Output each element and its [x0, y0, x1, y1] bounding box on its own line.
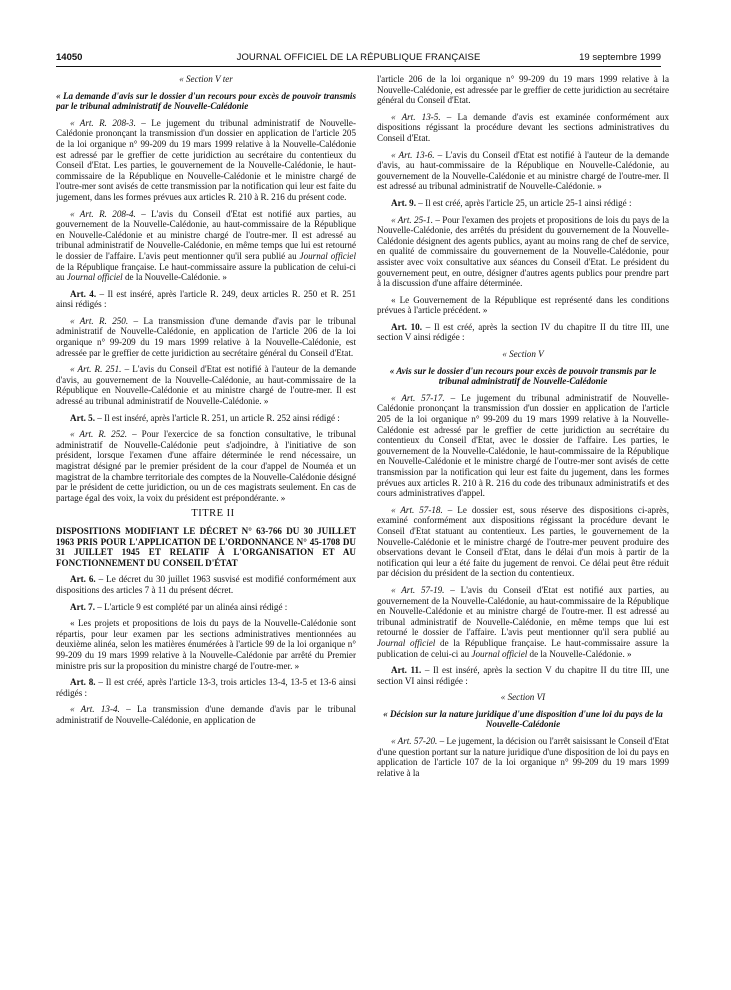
article-text: de la Nouvelle-Calédonie. »	[122, 272, 227, 283]
article-text: L'avis du Conseil d'Etat est notifié à l'auteur de la demande d'avis, au haut-commissaire de la République en Nouvelle-Calédonie, au gouvernement de la Nouvelle-Calédonie et au ministre chargé de l'outre-mer. Il est adressé au tribunal administratif de Nouvelle-Calédonie. »	[377, 149, 669, 192]
publication-date: 19 septembre 1999	[579, 52, 661, 63]
header-rule	[56, 66, 661, 67]
article-ref: « Art. 13-5. –	[391, 111, 452, 122]
article-text: Le jugement du tribunal administratif de Nouvelle-Calédonie prononçant la transmission d'un dossier en application de l'article 205 de la loi organique n° 99-209 du 19 mars 1999 relative à la Nouvelle-Calédonie est adressé par le greffier de cette juridiction au secrétaire du contentieux du Conseil d'Etat. Les parties, le gouvernement de la Nouvelle-Calédonie, le haut-commissaire de la République en Nouvelle-Calédonie et le ministre chargé de l'outre-mer sont avisés de cette transmission par la notification qui leur est faite du jugement, dans les formes prévues aux articles R. 210 à R. 216 du présent code.	[56, 117, 356, 202]
article-paragraph	[56, 118, 356, 203]
article-paragraph	[56, 289, 356, 310]
article-text: Le dossier est, sous réserve des dispositions ci-après, examiné conformément aux dispositions régissant la procédure devant le Conseil d'Etat statuant au contentieux. Les parties, le gouvernement de la Nouvelle-Calédonie et le ministre chargé de l'outre-mer peuvent produire des observations devant le Conseil d'Etat, dans le délai d'un mois à partir de la notification qui leur a été faite du jugement de renvoi. Ce délai peut être réduit par décision du président de la section du contentieux.	[377, 504, 669, 579]
article-text: Le jugement, la décision ou l'arrêt saisissant le Conseil d'Etat d'une question portant sur la nature juridique d'une disposition de loi du pays en application de l'article 107 de la loi organique n° 99-209 du 19 mars 1999 relative à la	[377, 736, 669, 778]
article-ref: « Art. R. 250. –	[70, 315, 139, 326]
article-paragraph	[377, 150, 669, 192]
article-ref: « Art. 57-18. –	[391, 504, 453, 515]
journal-name: Journal officiel	[377, 637, 436, 648]
left-column	[56, 74, 356, 984]
continued-paragraph: l'article 206 de la loi organique n° 99-209 du 19 mars 1999 relative à la Nouvelle-Calédonie, est adressée par le greffier de cette juridiction au secrétaire général du Conseil d'Etat.	[377, 74, 669, 106]
journal-name: Journal officiel	[299, 250, 356, 261]
article-paragraph	[377, 505, 669, 579]
article-label: Art. 8.	[70, 677, 96, 688]
article-text: de la République française. Le haut-commissaire assure la publication de celui-ci au	[56, 261, 356, 283]
article-paragraph	[56, 677, 356, 698]
article-text: L'avis du Conseil d'Etat est notifié aux parties, au gouvernement de la Nouvelle-Calédonie, au haut-commissaire de la République en Nouvelle-Calédonie et au ministre chargé de l'outre-mer. Il est adressé au tribunal administratif de Nouvelle-Calédonie, en même temps que lui est retourné le dossier de l'affaire. L'avis peut mentionner qu'il sera publié au	[56, 208, 356, 261]
article-paragraph	[377, 322, 669, 343]
titre-heading: TITRE II	[191, 508, 235, 520]
section-subtitle: « Décision sur la nature juridique d'une disposition d'une loi du pays de la Nouvelle-Calédonie	[383, 708, 663, 730]
section-heading: « Section V	[502, 349, 544, 360]
article-paragraph	[56, 429, 356, 503]
titre-subtitle: DISPOSITIONS MODIFIANT LE DÉCRET N° 63-766 DU 30 JUILLET 1963 PRIS POUR L'APPLICATION DE L'ORDONNANCE N° 45-1708 DU 31 JUILLET 1945 ET RELATIF À L'ORGANISATION ET AU FONCTIONNEMENT DU CONSEIL D'ÉTAT	[56, 525, 356, 568]
article-paragraph	[377, 665, 669, 686]
journal-name: Journal officiel	[66, 272, 123, 283]
article-text: L'avis du Conseil d'Etat est notifié à l'auteur de la demande d'avis, au gouvernement de la Nouvelle-Calédonie, au haut-commissaire de la République en Nouvelle-Calédonie et au ministre chargé de l'outre-mer. Il est adressé au tribunal administratif de Nouvelle-Calédonie. »	[56, 364, 356, 407]
article-paragraph	[56, 413, 356, 424]
article-ref: « Art. 13-6. –	[391, 149, 443, 160]
article-ref: « Art. 13-4. –	[70, 704, 131, 715]
article-ref: « Art. 57-17. –	[391, 392, 456, 403]
article-label: Art. 4.	[70, 288, 97, 299]
article-paragraph	[377, 736, 669, 778]
section-heading: « Section V ter	[179, 74, 233, 84]
article-text: – Il est inséré, après l'article R. 251, un article R. 252 ainsi rédigé :	[95, 412, 340, 423]
right-column	[377, 74, 669, 984]
page-number: 14050	[56, 52, 83, 63]
article-ref: « Art. R. 208-3. –	[70, 117, 146, 128]
quoted-paragraph: « Le Gouvernement de la République est représenté dans les conditions prévues à l'article précédent. »	[377, 294, 669, 316]
article-ref: « Art. R. 208-4. –	[70, 208, 146, 219]
article-label: Art. 6.	[70, 574, 96, 585]
section-subtitle: « Avis sur le dossier d'un recours pour excès de pouvoir transmis par le tribunal administratif de Nouvelle-Calédonie	[389, 365, 657, 387]
article-ref: « Art. R. 251. –	[70, 364, 130, 375]
article-paragraph	[56, 316, 356, 358]
article-ref: « Art. 25-1. –	[391, 214, 440, 225]
section-subtitle: « La demande d'avis sur le dossier d'un recours pour excès de pouvoir transmis par le tribunal administratif de Nouvelle-Calédonie	[56, 90, 356, 112]
article-paragraph	[56, 209, 356, 283]
article-paragraph	[56, 602, 356, 613]
article-text: La transmission d'une demande d'avis par le tribunal administratif de Nouvelle-Calédonie, en application de l'article 206 de la loi organique n° 99-209 du 19 mars 1999 relative à la Nouvelle-Calédonie, est adressée par le greffier de cette juridiction au secrétaire général du Conseil d'Etat.	[56, 315, 356, 358]
article-label: Art. 11.	[391, 665, 422, 676]
article-text: Pour l'examen des projets et propositions de lois du pays de la Nouvelle-Calédonie, des arrêtés du président du gouvernement de la Nouvelle-Calédonie désignent des agents publics, ayant au moins rang de chef de service, en qualité de commissaire du gouvernement de la Nouvelle-Calédonie, pour assister avec voix consultative aux séances du Conseil d'Etat. Le président du gouvernement peut, en outre, désigner d'autres agents publics pour prendre part à la discussion d'une affaire déterminée.	[377, 214, 669, 289]
article-text: – Il est créé, après la section IV du chapitre II du titre III, une section V ainsi rédigée :	[377, 321, 669, 343]
journal-name: Journal officiel	[471, 648, 528, 659]
article-paragraph	[377, 585, 669, 659]
article-text: L'avis du Conseil d'Etat est notifié aux parties, au gouvernement de la Nouvelle-Calédonie, au haut-commissaire de la République en Nouvelle-Calédonie et au ministre chargé de l'outre-mer. Il est adressé au tribunal administratif de Nouvelle-Calédonie, en même temps que lui est retourné le dossier de l'affaire. L'avis peut mentionner qu'il sera publié au	[377, 584, 669, 638]
article-text: Pour l'exercice de sa fonction consultative, le tribunal administratif de Nouvelle-Calédonie peut s'adjoindre, à l'initiative de son président, lorsque l'examen d'une affaire déterminée le rend nécessaire, un magistrat désigné par le premier président de la cour d'appel de Nouméa et un magistrat de la chambre territoriale des comptes de la Nouvelle-Calédonie désigné par le président de cette juridiction, ou un de ces magistrats seulement. En cas de partage égal des voix, la voix du président est prépondérante. »	[56, 429, 356, 503]
quoted-paragraph: « Les projets et propositions de lois du pays de la Nouvelle-Calédonie sont répartis, pour leur examen par les sections administratives mentionnées au deuxième alinéa, selon les matières énumérées à l'article 99 de la loi organique n° 99-209 du 19 mars 1999 relative à la Nouvelle-Calédonie par arrêté du Premier ministre pris sur la proposition du ministre chargé de l'outre-mer. »	[56, 618, 356, 671]
article-text: – Il est inséré, après l'article R. 249, deux articles R. 250 et R. 251 ainsi rédigés :	[56, 288, 356, 310]
section-heading: « Section VI	[500, 692, 546, 703]
article-label: Art. 7.	[70, 601, 95, 612]
article-label: Art. 5.	[70, 412, 95, 423]
article-text: La demande d'avis est examinée conformément aux dispositions régissant la procédure devant les sections administratives du Conseil d'Etat.	[377, 111, 669, 143]
article-text: La transmission d'une demande d'avis par le tribunal administratif de Nouvelle-Calédonie, en application de	[56, 704, 356, 725]
journal-title: JOURNAL OFFICIEL DE LA RÉPUBLIQUE FRANÇAISE	[236, 52, 481, 63]
article-text: – Le décret du 30 juillet 1963 susvisé est modifié conformément aux dispositions des articles 7 à 11 du présent décret.	[56, 574, 356, 595]
article-text: – L'article 9 est complété par un alinéa ainsi rédigé :	[95, 601, 288, 612]
page-header	[56, 52, 661, 66]
article-paragraph	[56, 364, 356, 406]
article-text: Le jugement du tribunal administratif de Nouvelle-Calédonie prononçant la transmission d'un dossier en application de l'article 205 de la loi organique n° 99-209 du 19 mars 1999 relative à la Nouvelle-Calédonie est adressé par le greffier de cette juridiction au secrétaire du contentieux du Conseil d'Etat, avec le dossier de l'affaire. Les parties, le gouvernement de la Nouvelle-Calédonie, le haut-commissaire de la République en Nouvelle-Calédonie et le ministre chargé de l'outre-mer sont avisés de cette transmission par la notification qui leur est faite du jugement, dans les formes prévues aux articles R. 210 à R. 216 du code des tribunaux administratifs et des cours administratives d'appel.	[377, 392, 669, 499]
article-paragraph	[56, 574, 356, 595]
article-ref: « Art. 57-19. –	[391, 584, 455, 595]
article-paragraph	[377, 393, 669, 499]
article-text: – Il est créé, après l'article 25, un article 25-1 ainsi rédigé :	[416, 197, 632, 208]
article-label: Art. 10.	[391, 321, 422, 332]
article-paragraph	[56, 704, 356, 725]
article-text: de la Nouvelle-Calédonie. »	[527, 648, 632, 659]
article-paragraph	[377, 215, 669, 289]
article-text: – Il est inséré, après la section V du chapitre II du titre III, une section VI ainsi rédigée :	[377, 665, 669, 686]
article-text: – Il est créé, après l'article 13-3, trois articles 13-4, 13-5 et 13-6 ainsi rédigés :	[56, 677, 356, 698]
article-text: de la République française. Le haut-commissaire assure la publication de celui-ci au	[377, 637, 669, 659]
article-label: Art. 9.	[391, 197, 416, 208]
article-ref: « Art. 57-20. –	[391, 736, 445, 747]
article-ref: « Art. R. 252. –	[70, 429, 137, 440]
article-paragraph	[377, 198, 669, 209]
article-paragraph	[377, 112, 669, 144]
